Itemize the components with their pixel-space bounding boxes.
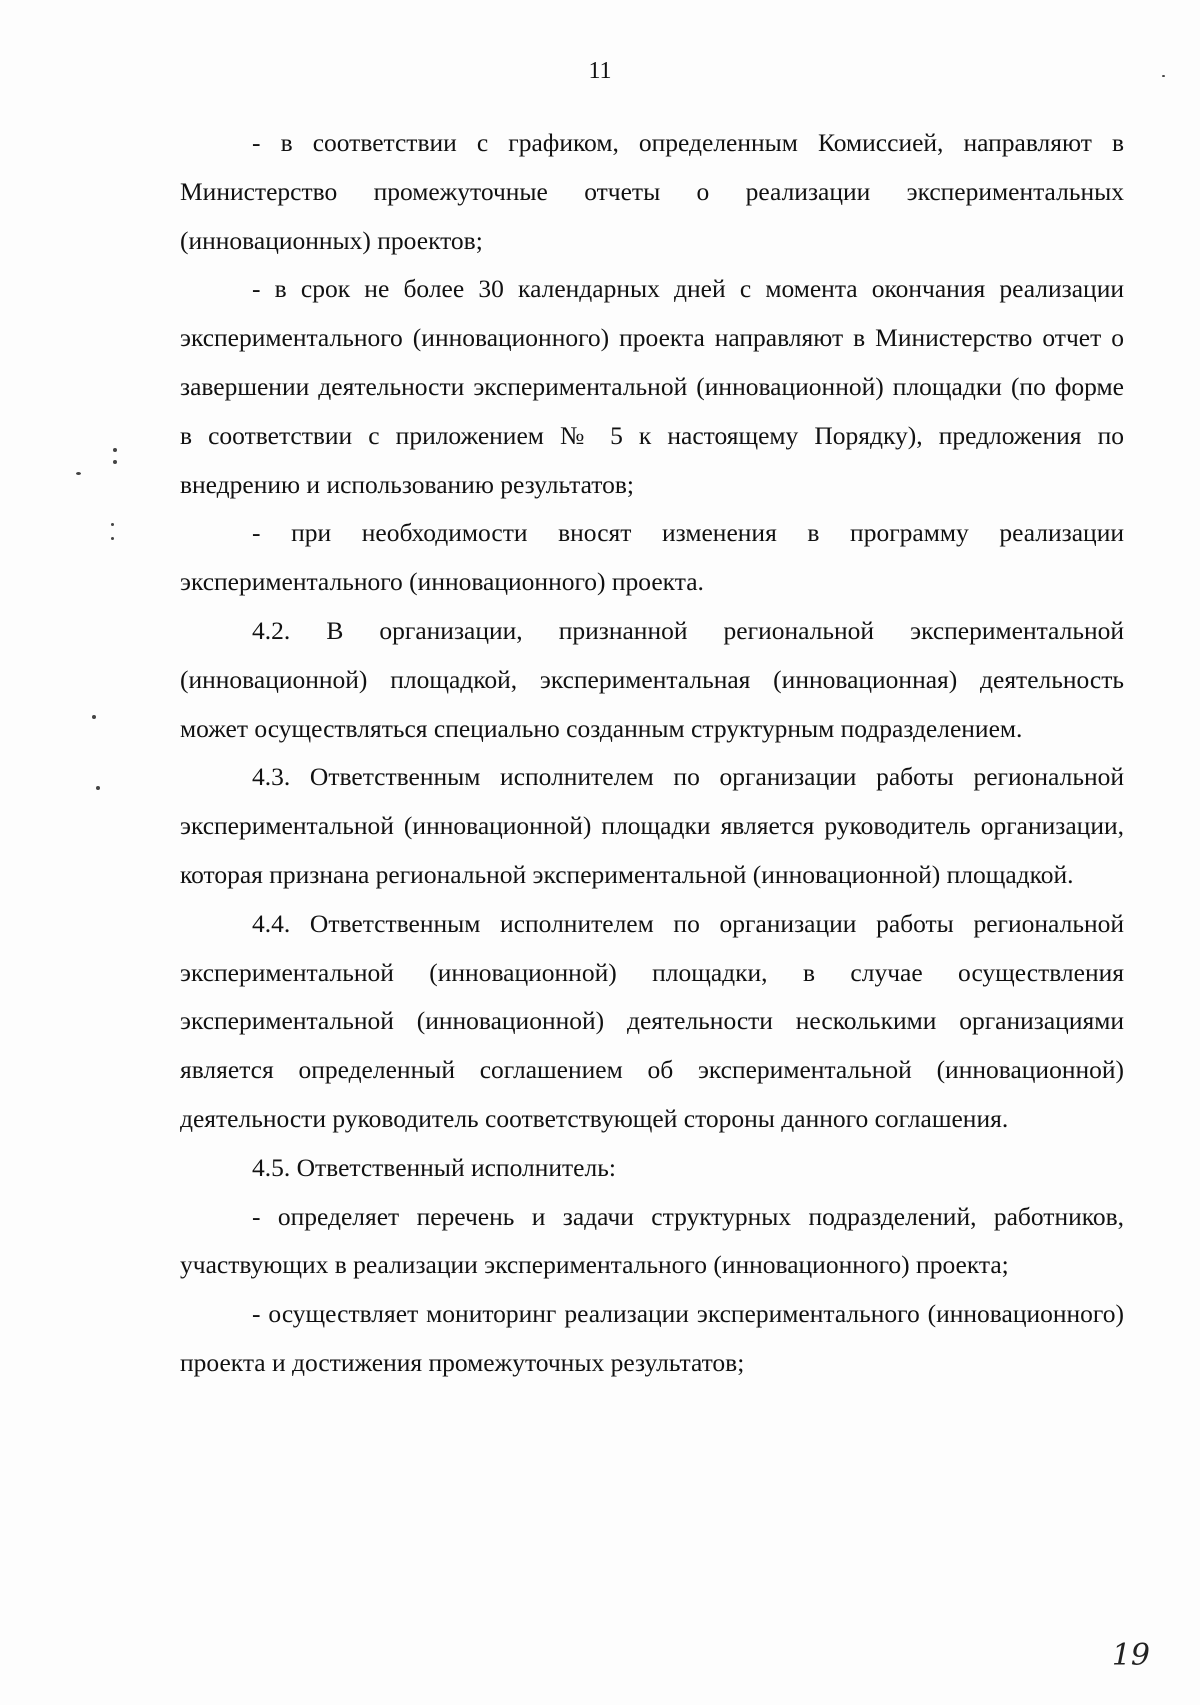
scan-speck [92, 715, 96, 719]
scan-speck [111, 523, 114, 526]
scan-speck [1162, 75, 1165, 77]
paragraph-defines-list: - определяет перечень и задачи структурных подразделений, работников, участвующих в реализации экспериментального (инновационного) проекта; [180, 1201, 1124, 1280]
scan-speck [113, 448, 117, 452]
paragraph-monitoring: - осуществляет мониторинг реализации экспериментального (инновационного) проекта и достижения промежуточных результатов; [180, 1299, 1124, 1377]
paragraph-4-2: 4.2. В организации, признанной региональной экспериментальной (инновационной) площадкой, экспериментальная (инновационная) деятельность может осуществляться специально созданным структурным подразделением. [180, 615, 1124, 743]
paragraph-final-report: - в срок не более 30 календарных дней с момента окончания реализации экспериментального (инновационного) проекта направляют в Министерство отчет о завершении деятельности экспериментальной (инновационной) площадки (по форме в соответствии с приложением № 5 к настоящему Порядку), предложения по внедрению и использованию результатов; [180, 274, 1124, 499]
document-body [180, 119, 1124, 1388]
paragraph-4-5: 4.5. Ответственный исполнитель: [252, 1152, 616, 1182]
page-number: 11 [588, 58, 612, 84]
scan-speck [96, 786, 100, 790]
paragraph-interim-reports: - в соответствии с графиком, определенным Комиссией, направляют в Министерство промежуточные отчеты о реализации экспериментальных (инновационных) проектов; [180, 128, 1124, 255]
scan-speck [113, 460, 117, 464]
handwritten-page-number: 19 [1111, 1638, 1150, 1673]
scan-speck [111, 537, 114, 540]
paragraph-4-3: 4.3. Ответственным исполнителем по организации работы региональной экспериментальной (инновационной) площадки является руководитель организации, которая признана региональной экспериментальной (инновационной) площадкой. [180, 762, 1124, 889]
paragraph-program-changes: - при необходимости вносят изменения в программу реализации экспериментального (инновационного) проекта. [180, 518, 1124, 597]
paragraph-4-4: 4.4. Ответственным исполнителем по организации работы региональной экспериментальной (инновационной) площадки, в случае осуществления экспериментальной (инновационной) деятельности несколькими организациями является определенный соглашением об экспериментальной (инновационной) деятельности руководитель соответствующей стороны данного соглашения. [180, 908, 1124, 1133]
scan-speck [76, 472, 81, 475]
